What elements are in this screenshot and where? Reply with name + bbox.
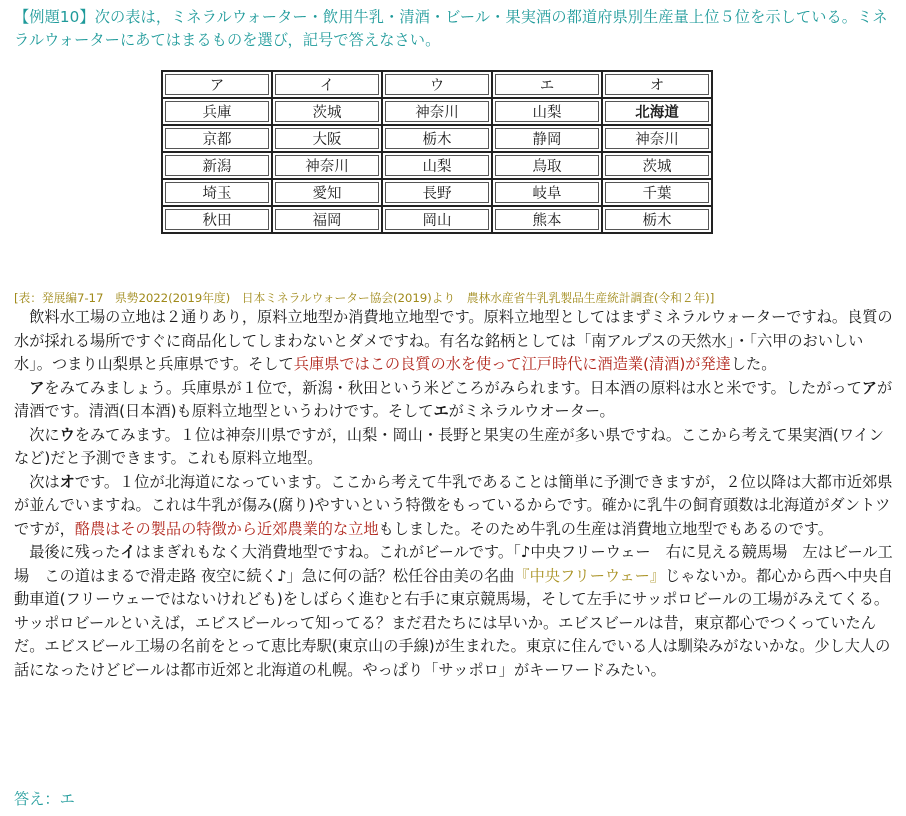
option-key: エ bbox=[433, 402, 449, 420]
table-cell: 栃木 bbox=[602, 206, 712, 233]
table-cell: 神奈川 bbox=[382, 98, 492, 125]
table-cell: 栃木 bbox=[382, 125, 492, 152]
table-row bbox=[162, 206, 712, 233]
text: した。 bbox=[730, 355, 777, 373]
paragraph bbox=[14, 377, 896, 424]
question-label: 【例題10】 bbox=[14, 8, 95, 26]
text: が清酒です。清酒(日本酒)も原料立地型というわけです。そして bbox=[14, 378, 893, 420]
table-cell: 長野 bbox=[382, 179, 492, 206]
song-title: 『中央フリーウェー』 bbox=[514, 566, 666, 585]
text: 最後に残った bbox=[29, 543, 121, 561]
text: 次に bbox=[29, 425, 60, 444]
table-cell: 神奈川 bbox=[602, 125, 712, 152]
table-cell: 山梨 bbox=[382, 152, 492, 179]
text: がミネラルウオーター。 bbox=[448, 402, 615, 420]
table-cell: 鳥取 bbox=[492, 152, 602, 179]
table-cell: 茨城 bbox=[272, 98, 382, 125]
table-row bbox=[162, 152, 712, 179]
table-cell: 兵庫 bbox=[162, 98, 272, 125]
option-key: イ bbox=[120, 543, 136, 561]
option-key: ア bbox=[29, 378, 45, 397]
text: じゃないか。都心から西へ中央自動車道(フリーウェーではないけれども)をしばらく進むと右手に東京競馬場，そして左手にサッポロビールの工場がみえてくる。サッポロビールといえば，エビスビールって知ってる？まだ君たちには早いか。エビスビールは昔，東京都心でつくっていたんだ。エビスビール工場の名前をとって恵比寿駅(東京山の手線)が生まれた。東京に住んでいる人は馴染みがないかな。少し大人の話になったけどビールは都市近郊と北海道の札幌。やっぱり「サッポロ」がキーワードみたい。 bbox=[14, 566, 893, 679]
table-cell: 秋田 bbox=[162, 206, 272, 233]
option-key: オ bbox=[59, 472, 75, 491]
text: もしました。そのため牛乳の生産は消費地立地型でもあるのです。 bbox=[378, 519, 833, 538]
table-cell: 静岡 bbox=[492, 125, 602, 152]
explanation bbox=[14, 306, 896, 682]
production-table bbox=[161, 70, 713, 234]
table-cell: 千葉 bbox=[602, 179, 712, 206]
paragraph bbox=[14, 424, 896, 471]
table-row bbox=[162, 98, 712, 125]
paragraph bbox=[14, 471, 896, 542]
table-cell: 新潟 bbox=[162, 152, 272, 179]
table-cell: 熊本 bbox=[492, 206, 602, 233]
table-cell: 北海道 bbox=[602, 98, 712, 125]
highlight-text: 酪農はその製品の特徴から近郊農業的な立地 bbox=[74, 519, 379, 538]
question-text: 次の表は，ミネラルウォーター・飲用牛乳・清酒・ビール・果実酒の都道府県別生産量上位５位を示している。ミネラルウォーターにあてはまるものを選び，記号で答えなさい。 bbox=[14, 8, 888, 49]
table-cell: 福岡 bbox=[272, 206, 382, 233]
text: はまぎれもなく大消費地型ですね。これがビールです。「♪中央フリーウェー 右に見える競馬場 左はビール工場 この道はまるで滑走路 夜空に続く♪」急に何の話？松任谷由美の名曲 bbox=[14, 543, 893, 585]
question bbox=[14, 6, 900, 52]
table-row bbox=[162, 125, 712, 152]
table-cell: 岐阜 bbox=[492, 179, 602, 206]
option-key: ア bbox=[861, 378, 877, 397]
table-cell: 京都 bbox=[162, 125, 272, 152]
text: をみてみましょう。兵庫県が１位で，新潟・秋田という米どころがみられます。日本酒の原料は水と米です。したがって bbox=[44, 378, 862, 397]
table-cell: 神奈川 bbox=[272, 152, 382, 179]
table-cell: 茨城 bbox=[602, 152, 712, 179]
text: です。１位が北海道になっています。ここから考えて牛乳であることは簡単に予測できますが，２位以降は大都市近郊県が並んでいますね。これは牛乳が傷み(腐り)やすいという特徴をもっているからです。確かに乳牛の飼育頭数は北海道がダントツですが， bbox=[14, 472, 893, 538]
table-header: オ bbox=[602, 71, 712, 98]
table-cell: 大阪 bbox=[272, 125, 382, 152]
table-cell: 山梨 bbox=[492, 98, 602, 125]
highlight-text: 兵庫県ではこの良質の水を使って江戸時代に酒造業(清酒)が発達 bbox=[293, 355, 731, 373]
text: 飲料水工場の立地は２通りあり，原料立地型か消費地立地型です。原料立地型としてはまずミネラルウォーターですね。良質の水が採れる場所ですぐに商品化してしまわないとダメですね。有名な銘柄としては「南アルプスの天然水」・「六甲のおいしい水」。つまり山梨県と兵庫県です。そして bbox=[14, 308, 893, 373]
paragraph bbox=[14, 541, 896, 682]
source-citation: [表：発展編7-17 県勢2022(2019年度) 日本ミネラルウォーター協会(2019)より 農林水産省牛乳乳製品生産統計調査(令和２年)] bbox=[14, 291, 715, 305]
text: をみてみます。１位は神奈川県ですが，山梨・岡山・長野と果実の生産が多い県ですね。ここから考えて果実酒(ワインなど)だと予測できます。これも原料立地型。 bbox=[14, 425, 884, 467]
table-cell: 愛知 bbox=[272, 179, 382, 206]
table-row bbox=[162, 179, 712, 206]
table-cell: 岡山 bbox=[382, 206, 492, 233]
text: 次は bbox=[29, 472, 60, 491]
table-header: エ bbox=[492, 71, 602, 98]
table-header-row bbox=[162, 71, 712, 98]
answer: 答え：エ bbox=[14, 790, 75, 808]
table-cell: 埼玉 bbox=[162, 179, 272, 206]
table-header: イ bbox=[272, 71, 382, 98]
table-header: ア bbox=[162, 71, 272, 98]
paragraph bbox=[14, 306, 896, 377]
option-key: ウ bbox=[59, 425, 75, 444]
table-header: ウ bbox=[382, 71, 492, 98]
